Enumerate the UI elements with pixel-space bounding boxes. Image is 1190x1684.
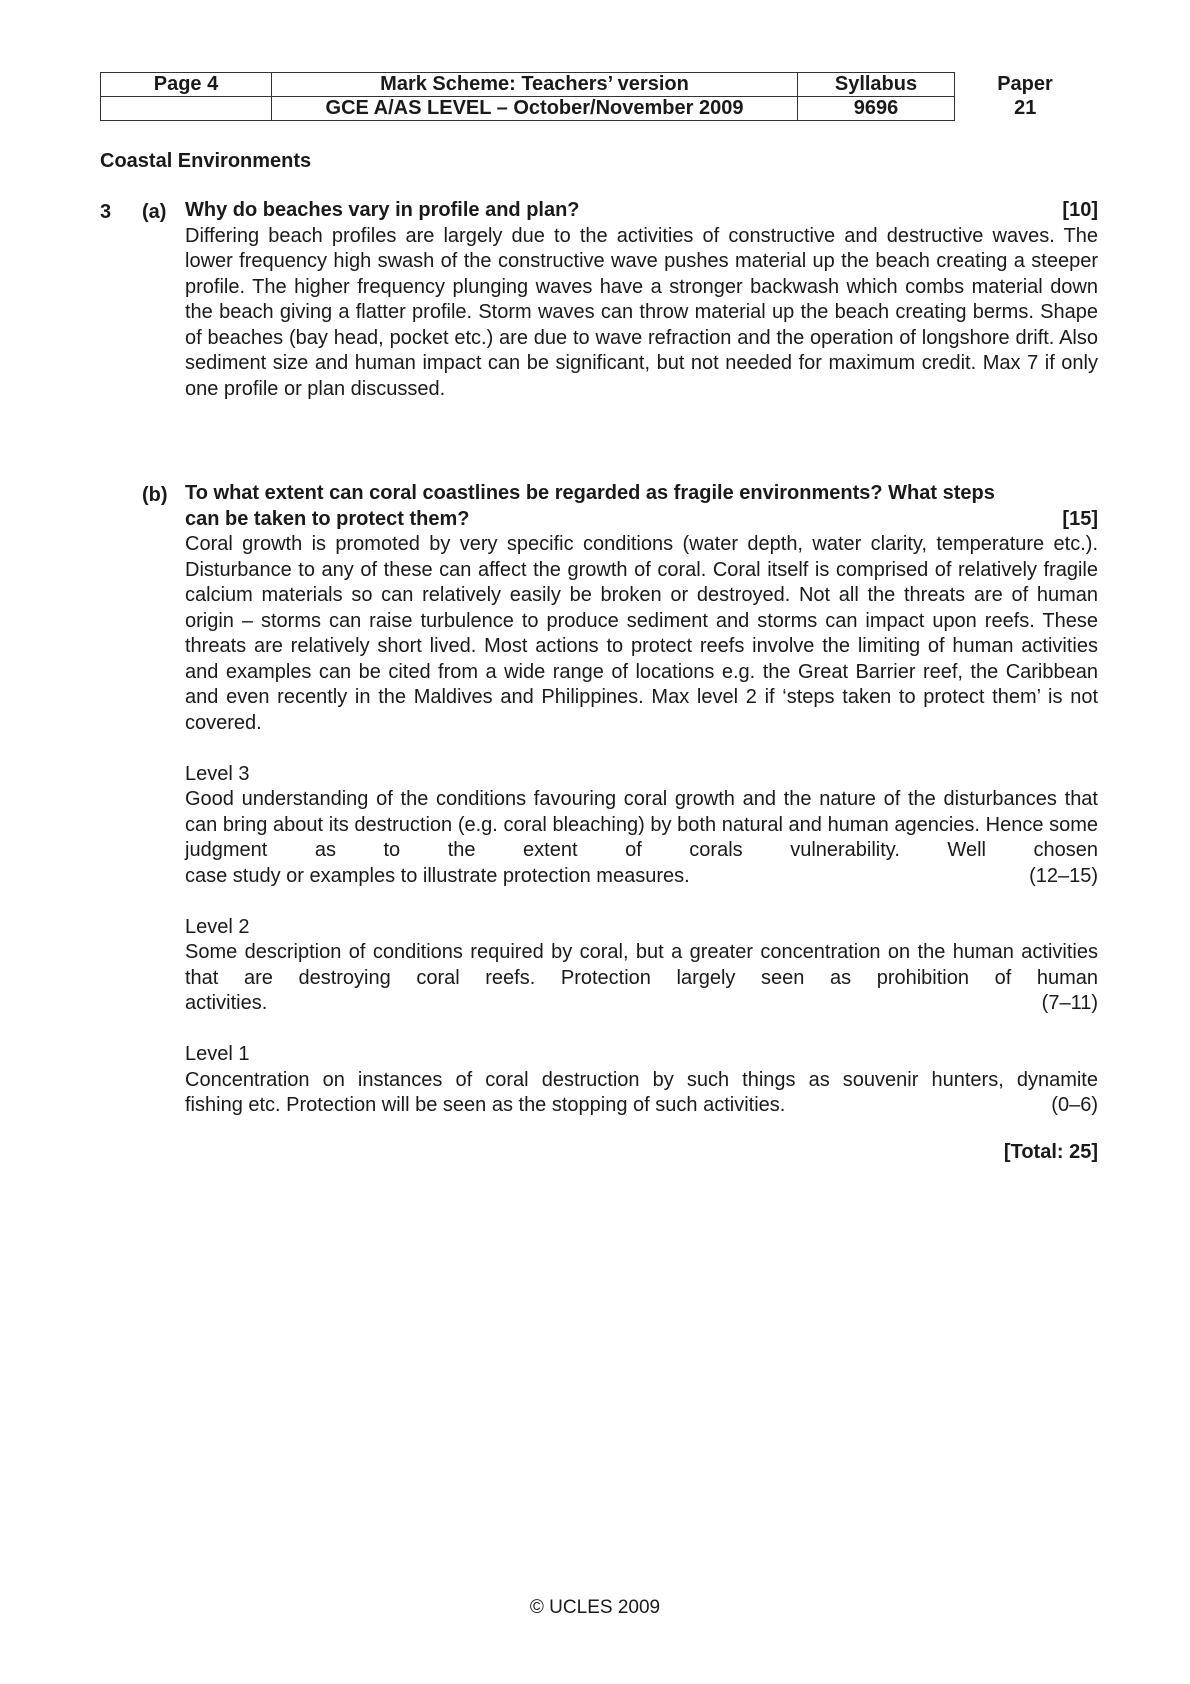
level-2-title: Level 2 (185, 915, 250, 938)
level-2-last-text: activities. (185, 992, 268, 1014)
level-3-range: (12–15) (1029, 864, 1098, 887)
question-number: 3 (100, 201, 112, 223)
paper-label: Paper (997, 73, 1053, 95)
level-1-last-text: fishing etc. Protection will be seen as the stopping of such activities. (185, 1094, 786, 1116)
part-b-block (185, 481, 1098, 1119)
level-1-last-line (185, 1093, 1098, 1119)
syllabus-code: 9696 (798, 97, 955, 121)
part-a-block (185, 198, 1098, 402)
level-3-text: Good understanding of the conditions favouring coral growth and the nature of the disturbances that can bring about its destruction (e.g. coral bleaching) by both natural and human agencies. Hence some judgment as to the extent of corals vulnerability. Well chosen (185, 788, 1098, 861)
level-3-last-text: case study or examples to illustrate protection measures. (185, 864, 690, 887)
part-a-marks: [10] (1062, 199, 1098, 221)
level-2-range: (7–11) (1041, 992, 1098, 1014)
part-a-question-line (185, 198, 1098, 224)
level-2-last-line (185, 991, 1098, 1017)
part-a-label: (a) (142, 201, 167, 223)
document-title: Mark Scheme: Teachers’ version (272, 73, 798, 97)
part-b-label: (b) (142, 484, 168, 506)
level-3-title: Level 3 (185, 762, 250, 785)
part-b-question-line1: To what extent can coral coastlines be regarded as fragile environments? What steps (185, 482, 995, 504)
exam-session: GCE A/AS LEVEL – October/November 2009 (272, 97, 798, 121)
part-b-marks: [15] (1062, 507, 1098, 530)
part-b-question-end: can be taken to protect them? (185, 507, 470, 530)
level-3-last-line (185, 864, 1098, 890)
part-b-question-line2 (185, 507, 1098, 533)
page-label: Page 4 (101, 73, 272, 97)
syllabus-label: Syllabus (798, 73, 955, 97)
part-b-answer: Coral growth is promoted by very specific conditions (water depth, water clarity, temperature etc.). Disturbance to any of these can affect the growth of coral. Coral itself is comprised of relatively fragile calcium materials so can relatively easily be broken or destroyed. Not all the threats are of human origin – storms can raise turbulence to produce sediment and storms can impact upon reefs. These threats are relatively short lived. Most actions to protect reefs involve the limiting of human activities and examples can be cited from a wide range of locations e.g. the Great Barrier reef, the Caribbean and even recently in the Maldives and Philippines. Max level 2 if ‘steps taken to protect them’ is not covered. (185, 533, 1098, 734)
page-blank-cell (101, 97, 272, 121)
part-a-question: Why do beaches vary in profile and plan? (185, 199, 580, 221)
header-table (100, 72, 1096, 121)
total-marks: [Total: 25] (1003, 1141, 1098, 1163)
level-2-text: Some description of conditions required by coral, but a greater concentration on the human activities that are destroying coral reefs. Protection largely seen as prohibition of human (185, 941, 1098, 989)
copyright-footer: © UCLES 2009 (529, 1597, 661, 1618)
paper-number: 21 (1014, 97, 1037, 119)
level-1-title: Level 1 (185, 1043, 250, 1065)
section-title: Coastal Environments (100, 150, 312, 172)
part-a-answer: Differing beach profiles are largely due to the activities of constructive and destructive waves. The lower frequency high swash of the constructive wave pushes material up the beach creating a steeper profile. The higher frequency plunging waves have a stronger backwash which combs material down the beach giving a flatter profile. Storm waves can throw material up the beach creating berms. Shape of beaches (bay head, pocket etc.) are due to wave refraction and the operation of longshore drift. Also sediment size and human impact can be significant, but not needed for maximum credit. Max 7 if only one profile or plan discussed. (185, 224, 1098, 400)
level-1-text: Concentration on instances of coral destruction by such things as souvenir hunters, dynamite (185, 1068, 1098, 1091)
level-1-range: (0–6) (1051, 1094, 1098, 1116)
